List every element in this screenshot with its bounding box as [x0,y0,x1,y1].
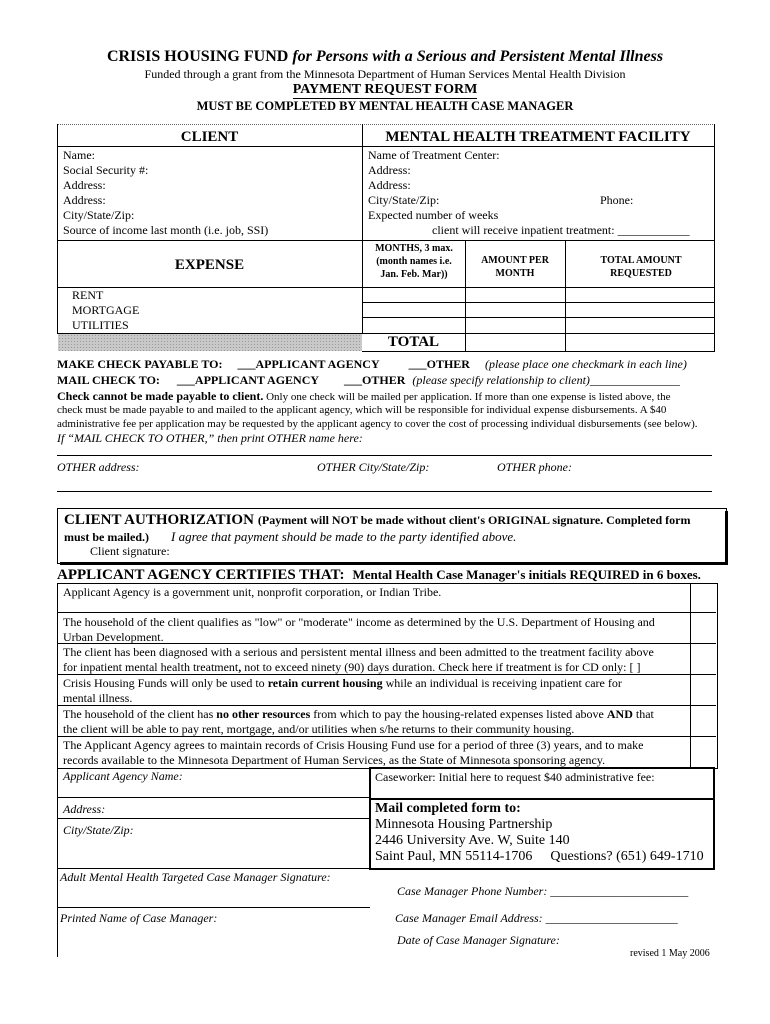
case-manager-email-field[interactable]: Case Manager Email Address: ______________________ [395,911,678,925]
client-signature-field[interactable]: Client signature: [90,544,170,558]
other-address-line[interactable] [57,491,712,492]
client-address2-label[interactable]: Address: [63,193,106,207]
facility-name-label[interactable]: Name of Treatment Center: [368,148,500,162]
case-manager-phone-field[interactable]: Case Manager Phone Number: _______________________ [397,884,689,898]
relationship-field[interactable]: (please specify relationship to client)_______________ [412,373,680,387]
total-label: TOTAL [387,334,440,350]
caseworker-fee-label: Caseworker: Initial here to request $40 administrative fee: [375,770,655,784]
client-fields [63,148,361,238]
facility-city-label[interactable]: City/State/Zip: [368,193,440,207]
case-manager-signature-field[interactable]: Adult Mental Health Targeted Case Manager Signature: [60,870,331,884]
initials-box-4[interactable] [691,675,715,705]
expense-item-mortgage: MORTGAGE [72,303,140,317]
mail-to-city: Saint Paul, MN 55114-1706 [375,849,533,864]
mail-check-other-option[interactable]: ___OTHER [344,373,406,387]
title-main: CRISIS HOUSING FUND [106,48,289,65]
initials-box-5[interactable] [691,706,715,736]
facility-heading: MENTAL HEALTH TREATMENT FACILITY [385,129,691,145]
other-name-line[interactable] [57,455,712,456]
agency-city-field[interactable]: City/State/Zip: [63,823,134,837]
revised-date: revised 1 May 2006 [630,948,710,959]
initials-box-6[interactable] [691,737,715,767]
certify-heading-line: APPLICANT AGENCY CERTIFIES THAT: Mental Health Case Manager's initials REQUIRED in 6 boxes. [57,567,701,583]
expense-heading: EXPENSE [174,257,245,273]
initials-box-1[interactable] [691,584,715,612]
other-city-label[interactable]: OTHER City/State/Zip: [317,460,430,474]
client-name-label[interactable]: Name: [63,148,95,162]
other-phone-label[interactable]: OTHER phone: [497,460,572,474]
form-header [0,47,770,67]
make-check-line: MAKE CHECK PAYABLE TO: ___APPLICANT AGENCY ___OTHER (please place one checkmark in each line) [57,357,687,371]
facility-inpatient-label[interactable]: client will receive inpatient treatment: ____________ [432,223,690,237]
certify-statement-2: The household of the client qualifies as "low" or "moderate" income as determined by the U.S. Department of Housing and Urban Development. [63,615,655,644]
total-header: TOTAL AMOUNT REQUESTED [600,255,682,279]
mail-to-org: Minnesota Housing Partnership [375,817,553,832]
agency-name-field[interactable]: Applicant Agency Name: [63,769,183,783]
client-ssn-label[interactable]: Social Security #: [63,163,149,177]
certify-statement-3: The client has been diagnosed with a serious and persistent mental illness and been admitted to the treatment facility above for inpatient mental health treatment, not to exceed ninety (90) days duration. Check here if treatment is for CD only: [ ] [63,645,654,674]
facility-fields [368,148,713,238]
mail-to-street: 2446 University Ave. W, Suite 140 [375,833,570,848]
expense-item-rent: RENT [72,288,104,302]
case-manager-printed-name-field[interactable]: Printed Name of Case Manager: [60,911,218,925]
must-complete: MUST BE COMPLETED BY MENTAL HEALTH CASE MANAGER [196,99,574,113]
signature-date-field[interactable]: Date of Case Manager Signature: [397,933,560,947]
client-heading: CLIENT [180,129,239,145]
other-address-label[interactable]: OTHER address: [57,460,140,474]
mail-to-info [375,801,704,865]
expense-item-utilities: UTILITIES [72,318,129,332]
initials-box-3[interactable] [691,644,715,674]
questions-phone: Questions? (651) 649-1710 [550,849,704,864]
agency-address-field[interactable]: Address: [63,802,106,816]
mail-check-line: MAIL CHECK TO: ___APPLICANT AGENCY ___OTHER (please specify relationship to client)_______________ [57,373,680,387]
client-address-label[interactable]: Address: [63,178,106,192]
cannot-pay-line2: check must be made payable to and mailed to the applicant agency, which will be responsible for individual expense disbursements. A $40 [57,404,667,416]
client-city-label[interactable]: City/State/Zip: [63,208,135,222]
cannot-pay-client: Check cannot be made payable to client. Only one check will be mailed per application. If more than one expense is listed above, the [57,389,671,403]
facility-phone-label[interactable]: Phone: [600,193,634,207]
amount-header: AMOUNT PER MONTH [481,255,549,279]
title-sub: for Persons with a Serious and Persistent Mental Illness [292,48,664,65]
if-other-label: If “MAIL CHECK TO OTHER,” then print OTHER name here: [57,431,363,445]
initials-box-2[interactable] [691,613,715,643]
authorization-agree-line: must be mailed.) I agree that payment should be made to the party identified above. [64,529,517,544]
months-header: MONTHS, 3 max. (month names i.e. Jan. Feb. Mar)) [375,243,453,280]
mail-check-agency-option[interactable]: ___APPLICANT AGENCY [176,373,320,387]
cd-only-checkbox[interactable]: not to exceed ninety (90) days duration. Check here if treatment is for CD only: [ ] [241,660,641,674]
mail-to-heading: Mail completed form to: [375,801,521,816]
certify-statement-4: Crisis Housing Funds will only be used to retain current housing while an individual is receiving inpatient care for mental illness. [63,676,622,705]
facility-address2-label[interactable]: Address: [368,178,411,192]
make-check-other-option[interactable]: ___OTHER [408,357,470,371]
authorization-heading-line: CLIENT AUTHORIZATION (Payment will NOT be made without client's ORIGINAL signature. Completed form [64,512,691,528]
funded-line: Funded through a grant from the Minnesota Department of Human Services Mental Health Division [144,67,626,81]
facility-address-label[interactable]: Address: [368,163,411,177]
client-income-label[interactable]: Source of income last month (i.e. job, SSI) [63,223,269,237]
cannot-pay-line3: administrative fee per application may be requested by the applicant agency to cover the cost of processing individual disbursements (see below). [57,418,698,430]
certify-statement-1: Applicant Agency is a government unit, nonprofit corporation, or Indian Tribe. [63,585,442,599]
make-check-agency-option[interactable]: ___APPLICANT AGENCY [237,357,380,371]
certify-statement-5: The household of the client has no other resources from which to pay the housing-related expenses listed above AND that the client will be able to pay rent, mortgage, and/or utilities when s/he returns to their community housing. [63,707,654,736]
form-title: PAYMENT REQUEST FORM [292,82,478,97]
certify-statement-6: The Applicant Agency agrees to maintain records of Crisis Housing Fund use for a period of three (3) years, and to make records available to the Minnesota Department of Human Services, as the State of Minnesota sponsoring agency. [63,738,644,767]
facility-weeks-label: Expected number of weeks [368,208,499,222]
total-shaded-cell [58,334,362,351]
